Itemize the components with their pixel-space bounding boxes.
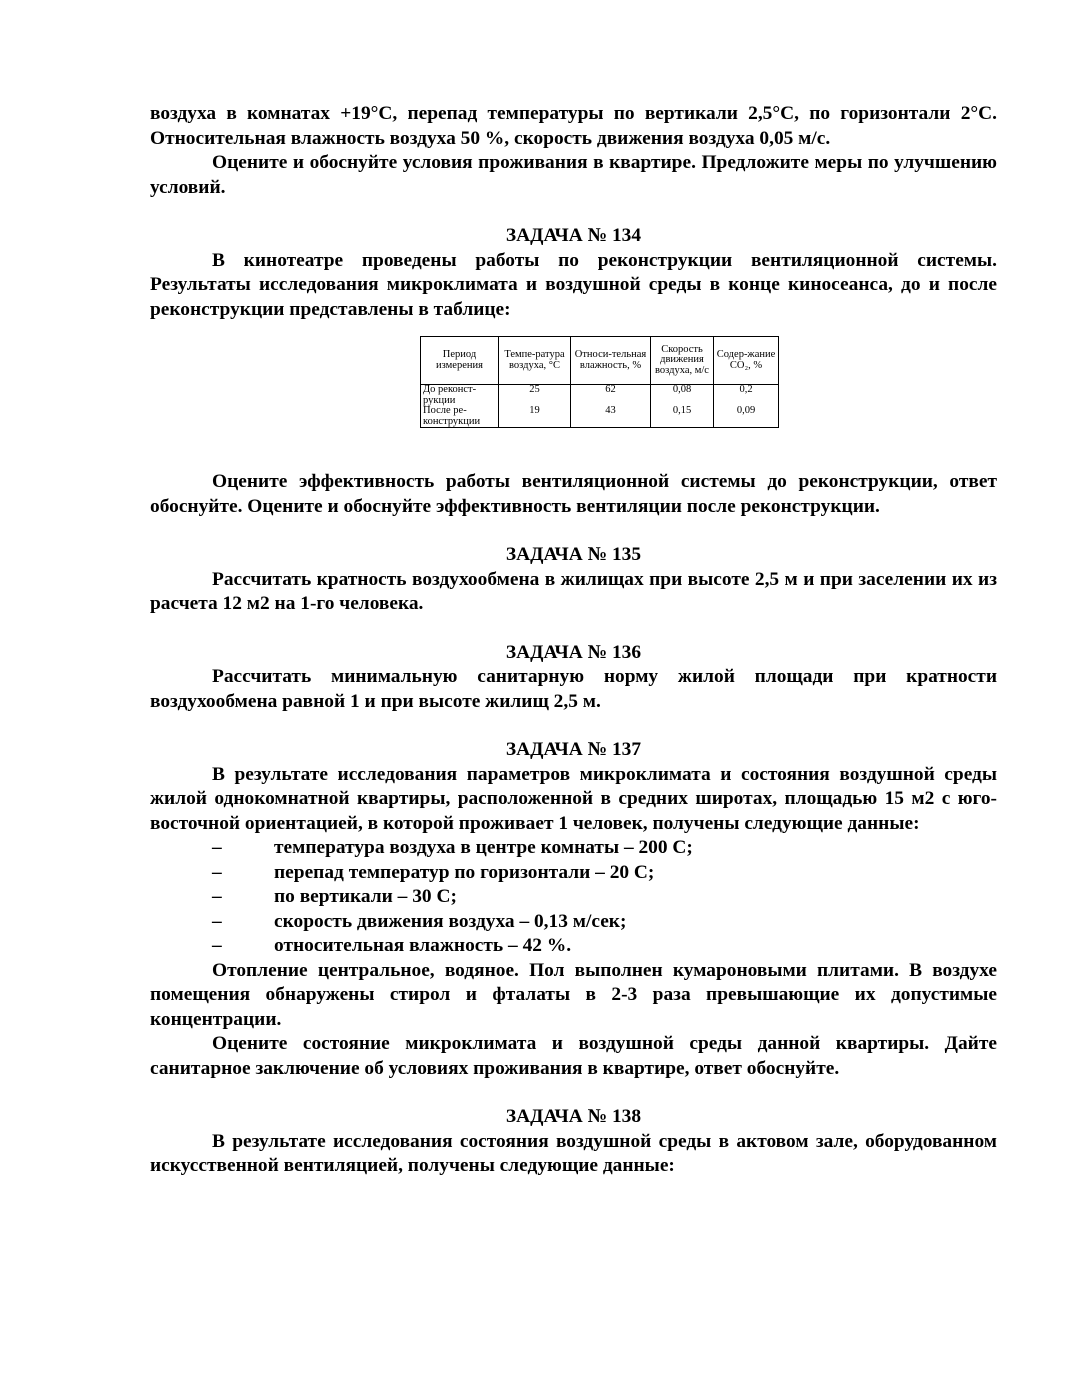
table-row — [421, 385, 779, 407]
table-row — [421, 406, 779, 428]
list-item — [150, 934, 997, 959]
table-cell: 0,09 — [714, 406, 779, 428]
table-cell: 0,08 — [651, 385, 714, 407]
task-135-description: Рассчитать кратность воздухообмена в жилищах при высоте 2,5 м и при заселении их из расчета 12 м2 на 1-го человека. — [150, 568, 997, 614]
task-136-description: Рассчитать минимальную санитарную норму жилой площади при кратности воздухообмена равной 1 и при высоте жилищ 2,5 м. — [150, 666, 997, 712]
list-item — [150, 910, 997, 935]
table-header-row — [421, 337, 779, 385]
task-134-title: ЗАДАЧА № 134 — [505, 225, 642, 246]
task-137-title: ЗАДАЧА № 137 — [505, 739, 642, 760]
list-dash: – — [212, 837, 222, 858]
task-137-description: В результате исследования параметров микроклимата и состояния воздушной среды жилой однокомнатной квартиры, расположенной в средних широтах, площадью 15 м2 с юго-восточной ориентацией, в которой проживает 1 человек, получены следующие данные: — [150, 763, 997, 834]
list-dash: – — [212, 886, 222, 907]
task-137-data-list — [150, 836, 997, 959]
intro-question: Оцените и обоснуйте условия проживания в квартире. Предложите меры по улучшению условий. — [150, 152, 997, 198]
table-cell: 0,2 — [714, 385, 779, 407]
intro-paragraph: воздуха в комнатах +19°С, перепад температуры по вертикали 2,5°С, по горизонтали 2°С. Относительная влажность воздуха 50 %, скорость движения воздуха 0,05 м/с. — [150, 103, 997, 149]
task-137-conditions: Отопление центральное, водяное. Пол выполнен кумароновыми плитами. В воздухе помещения обнаружены стирол и фталаты в 2-3 раза превышающие их допустимые концентрации. — [150, 959, 997, 1030]
list-item-text: относительная влажность – 42 %. — [274, 935, 572, 956]
table-header-period: Период измерения — [421, 337, 499, 385]
task-135-title: ЗАДАЧА № 135 — [505, 544, 642, 565]
list-item — [150, 836, 997, 861]
list-dash: – — [212, 861, 222, 883]
list-item-text: перепад температур по горизонтали – 20 С; — [274, 861, 655, 883]
list-item — [150, 861, 997, 886]
list-item — [150, 885, 997, 910]
list-item-text: скорость движения воздуха – 0,13 м/сек; — [274, 910, 627, 932]
table-cell: 0,15 — [651, 406, 714, 428]
table-cell: До реконст-рукции — [421, 385, 499, 407]
task-134-description: В кинотеатре проведены работы по реконструкции вентиляционной системы. Результаты исследования микроклимата и воздушной среды в конце киносеанса, до и после реконструкции представлены в таблице: — [150, 249, 997, 320]
list-dash: – — [212, 935, 222, 956]
table-cell: 43 — [571, 406, 651, 428]
task-134-question: Оцените эффективность работы вентиляционной системы до реконструкции, ответ обоснуйте. Оцените и обоснуйте эффективность вентиляции после реконструкции. — [150, 471, 997, 517]
list-item-text: температура воздуха в центре комнаты – 200 С; — [274, 837, 693, 858]
table-cell: После ре-конструкции — [421, 406, 499, 428]
table-header-co2: Содер-жание СО₂, % — [714, 337, 779, 385]
task-138-title: ЗАДАЧА № 138 — [505, 1106, 642, 1127]
list-dash: – — [212, 910, 222, 932]
table-header-temperature: Темпе-ратура воздуха, °С — [499, 337, 571, 385]
measurement-table — [420, 336, 779, 428]
table-cell: 62 — [571, 385, 651, 407]
measurement-table-wrapper — [150, 336, 997, 428]
task-136-title: ЗАДАЧА № 136 — [505, 641, 642, 663]
document-content — [150, 102, 997, 1179]
list-item-text: по вертикали – 30 С; — [274, 886, 457, 907]
table-header-air-speed: Скорость движения воздуха, м/с — [651, 337, 714, 385]
task-138-description: В результате исследования состояния воздушной среды в актовом зале, оборудованном искусственной вентиляцией, получены следующие данные: — [150, 1130, 997, 1176]
task-137-question: Оцените состояние микроклимата и воздушной среды данной квартиры. Дайте санитарное заключение об условиях проживания в квартире, ответ обоснуйте. — [150, 1033, 997, 1079]
table-cell: 19 — [499, 406, 571, 428]
table-cell: 25 — [499, 385, 571, 407]
table-header-humidity: Относи-тельная влажность, % — [571, 337, 651, 385]
